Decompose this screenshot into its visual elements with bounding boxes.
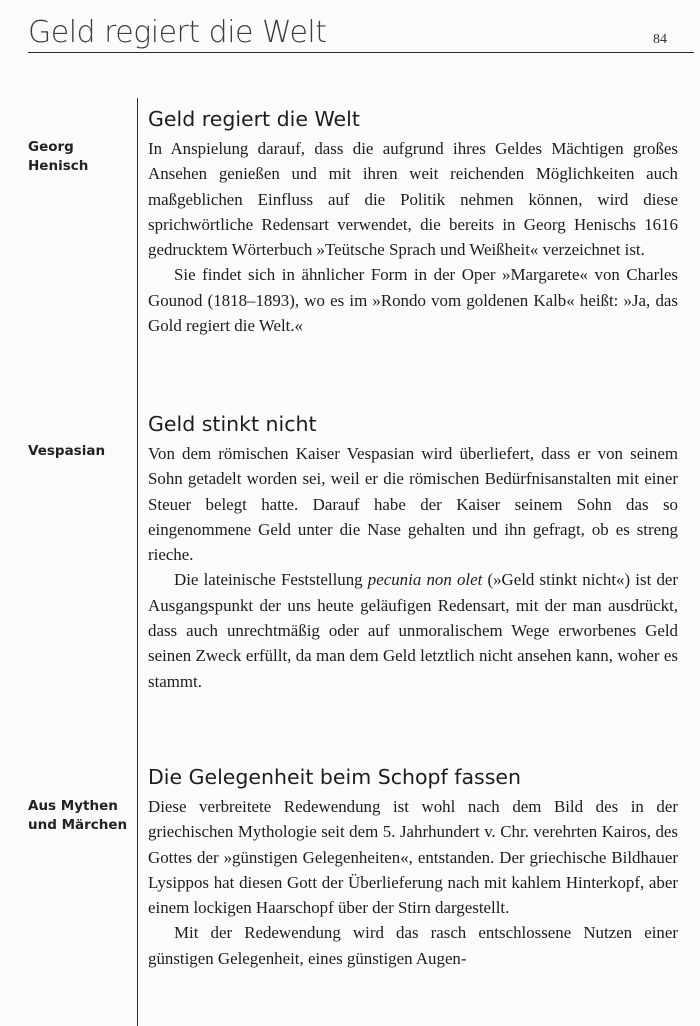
margin-note-line: Georg: [28, 139, 74, 155]
entry-title: Die Gelegenheit beim Schopf fassen: [148, 765, 522, 789]
latin-phrase: pecunia non olet: [367, 570, 483, 590]
entry-title: Geld regiert die Welt: [148, 107, 360, 131]
page-number: 84: [653, 32, 667, 47]
entry-paragraph: Mit der Redewendung wird das rasch entschlossene Nutzen einer günstigen Gelegenheit, eines günstigen Augen-: [148, 923, 678, 968]
entry-title: Geld stinkt nicht: [148, 412, 317, 436]
running-head-title: Geld regiert die Welt: [28, 15, 327, 50]
entry-paragraph: Sie findet sich in ähnlicher Form in der Oper »Margarete« von Charles Gounod (1818–1893), wo es im »Rondo vom goldenen Kalb« heißt: »Ja, das Gold regiert die Welt.«: [148, 265, 678, 336]
entry-paragraph: [148, 567, 678, 693]
paragraph-text: (»Geld stinkt nicht«) ist der Ausgangspunkt der uns heute geläufigen Redensart, mit der man ausdrückt, dass auch unrechtmäßig oder auf unmoralischem Wege erworbenes Geld seinen Zweck erfüllt, da man dem Geld letztlich nicht ansehen kann, woher es stammt.: [148, 570, 679, 691]
margin-note-georg-henisch: [28, 138, 132, 176]
entry-geld-stinkt-nicht: [148, 410, 678, 694]
header-rule: [28, 52, 694, 53]
margin-note-line: und Märchen: [28, 817, 128, 833]
margin-note-vespasian: [28, 442, 132, 461]
entry-paragraph: Diese verbreitete Redewendung ist wohl nach dem Bild des in der griechischen Mythologie seit dem 5. Jahrhundert v. Chr. verehrten Kairos, des Gottes der »günstigen Gelegenheiten«, entstanden. Der griechische Bildhauer Lysippos hat diesen Gott der Überlieferung nach mit kahlem Hinterkopf, aber einem lockigen Haarschopf über der Stirn dargestellt.: [148, 797, 678, 918]
paragraph-text: Die lateinische Feststellung: [174, 570, 368, 590]
margin-note-mythen-maerchen: [28, 797, 132, 835]
margin-note-line: Vespasian: [28, 443, 106, 459]
margin-note-line: Aus Mythen: [28, 798, 118, 814]
margin-note-line: Henisch: [28, 158, 89, 174]
margin-divider: [137, 98, 138, 1026]
entry-geld-regiert-die-welt: [148, 105, 678, 338]
entry-paragraph: In Anspielung darauf, dass die aufgrund ihres Geldes Mächtigen großes Ansehen genießen und mit ihren weit reichenden Möglichkeiten auch maßgeblichen Einfluss auf die Politik nehmen können, wird diese sprichwörtliche Redensart verwendet, die bereits in Georg Henischs 1616 gedrucktem Wörterbuch »Teütsche Sprach und Weißheit« verzeichnet ist.: [148, 139, 678, 260]
entry-gelegenheit-beim-schopf: [148, 763, 678, 971]
entry-paragraph: Von dem römischen Kaiser Vespasian wird überliefert, dass er von seinem Sohn getadelt worden sei, weil er die römischen Bedürfnisanstalten mit einer Steuer belegt hatte. Darauf habe der Kaiser seinem Sohn das so eingenommene Geld unter die Nase gehalten und ihn gefragt, ob es streng rieche.: [148, 444, 678, 565]
